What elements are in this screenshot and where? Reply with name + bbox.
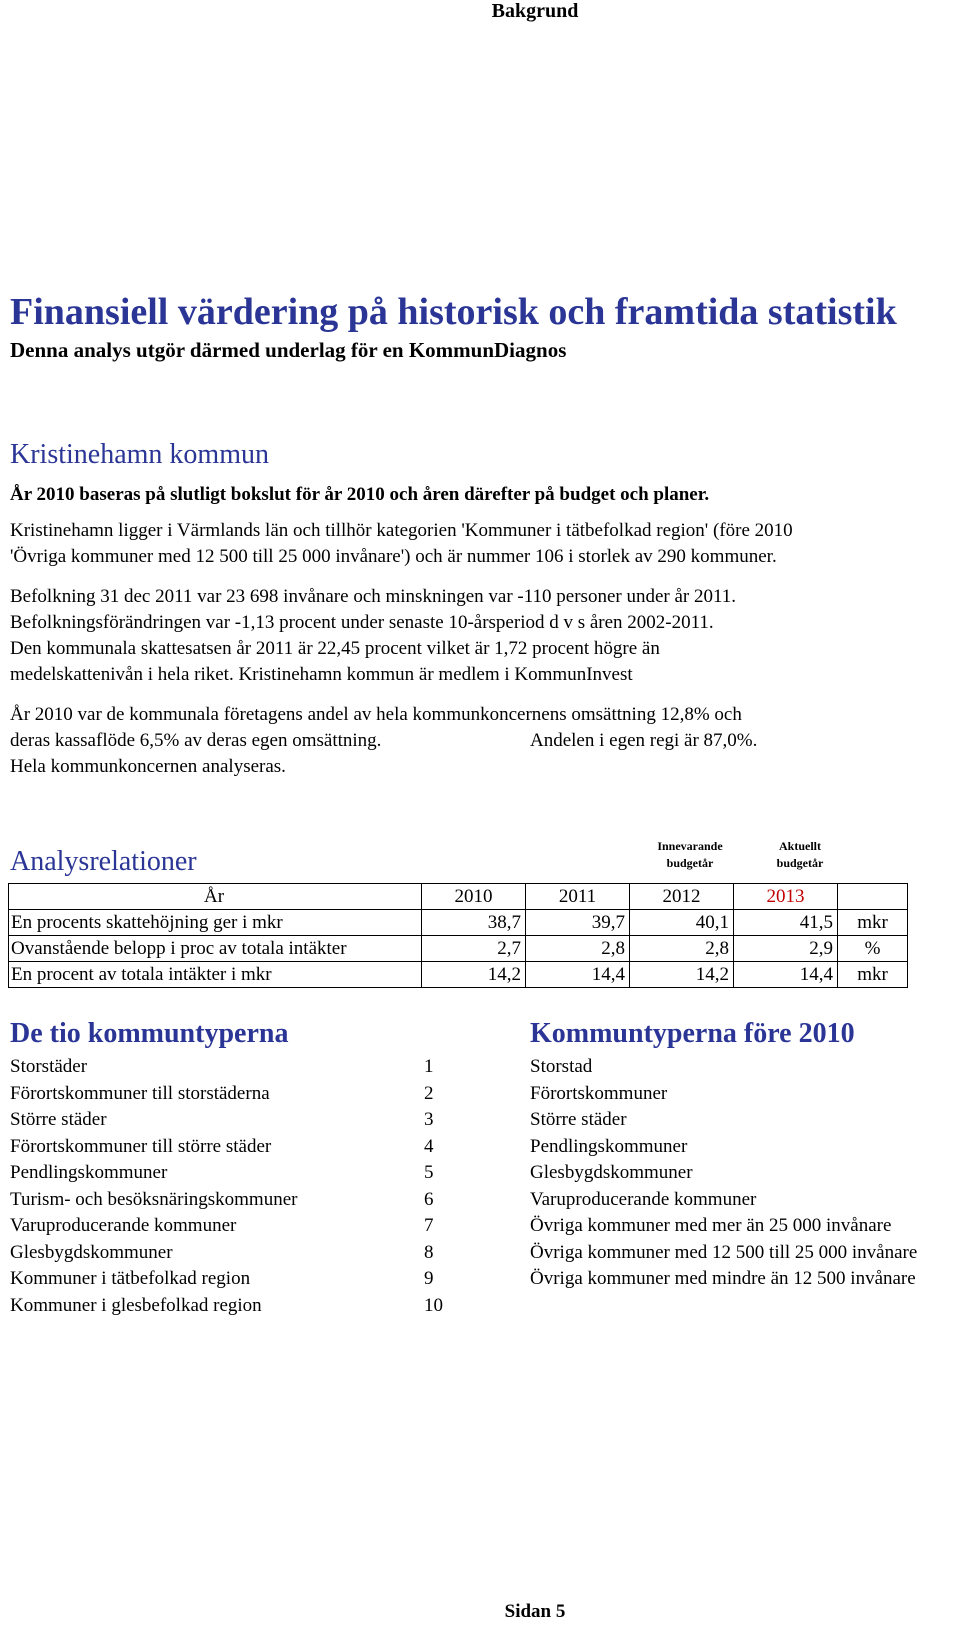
value-cell: 14,4 xyxy=(526,962,630,988)
list-item: Förortskommuner till storstäderna xyxy=(10,1082,270,1104)
table-row xyxy=(9,936,908,962)
unit-cell: % xyxy=(838,936,908,962)
aktuellt-budgetar-note xyxy=(750,838,850,872)
empty-unit-header xyxy=(838,884,908,910)
list-number: 5 xyxy=(424,1162,434,1183)
year-cell: 2011 xyxy=(526,884,630,910)
list-item: Övriga kommuner med mindre än 12 500 invånare xyxy=(530,1268,916,1289)
paragraph-1-line-2: 'Övriga kommuner med 12 500 till 25 000 invånare') och är nummer 106 i storlek av 290 kommuner. xyxy=(10,546,777,567)
list-item: Glesbygdskommuner xyxy=(10,1241,173,1263)
list-item: Turism- och besöksnäringskommuner xyxy=(10,1188,298,1210)
list-number: 1 xyxy=(424,1056,434,1077)
list-item: Övriga kommuner med 12 500 till 25 000 invånare xyxy=(530,1241,918,1263)
list-number: 2 xyxy=(424,1082,434,1104)
page-title: Finansiell värdering på historisk och framtida statistik xyxy=(10,291,897,333)
list-number: 6 xyxy=(424,1188,434,1210)
row-label: En procents skattehöjning ger i mkr xyxy=(9,910,422,936)
list-item: Kommuner i glesbefolkad region xyxy=(10,1294,262,1316)
page-number: Sidan 5 xyxy=(504,1601,566,1622)
value-cell: 2,8 xyxy=(630,936,734,962)
table-row xyxy=(9,962,908,988)
row-label: En procent av totala intäkter i mkr xyxy=(9,962,422,988)
unit-cell: mkr xyxy=(838,962,908,988)
paragraph-3-line-1: År 2010 var de kommunala företagens andel av hela kommunkoncernens omsättning 12,8% och xyxy=(10,704,742,725)
row-label: Ovanstående belopp i proc av totala intäkter xyxy=(9,936,422,962)
paragraph-3-line-3: Hela kommunkoncernen analyseras. xyxy=(10,756,286,777)
list-item: Förortskommuner xyxy=(530,1082,668,1104)
year-cell: 2012 xyxy=(630,884,734,910)
list-item: Större städer xyxy=(10,1109,107,1130)
list-item: Storstad xyxy=(530,1056,593,1077)
page-subtitle: Denna analys utgör därmed underlag för en KommunDiagnos xyxy=(10,338,567,362)
list-item: Varuproducerande kommuner xyxy=(10,1215,237,1236)
analysrelationer-table xyxy=(8,883,908,988)
tio-kommuntyper-title: De tio kommuntyperna xyxy=(10,1018,289,1049)
kommun-title: Kristinehamn kommun xyxy=(10,439,269,470)
kommuntyper-fore-2010-list xyxy=(530,1054,917,1293)
aktuellt-sub-label: budgetår xyxy=(776,856,824,870)
value-cell: 39,7 xyxy=(526,910,630,936)
list-item: Förortskommuner till större städer xyxy=(10,1135,272,1157)
kommuntyper-fore-2010-title: Kommuntyperna före 2010 xyxy=(530,1018,855,1049)
table-row xyxy=(9,910,908,936)
page-header-title: Bakgrund xyxy=(491,0,579,22)
value-cell: 2,7 xyxy=(422,936,526,962)
list-item: Övriga kommuner med mer än 25 000 invånare xyxy=(530,1215,892,1236)
list-item: Pendlingskommuner xyxy=(10,1162,168,1183)
paragraph-2-line-4: medelskattenivån i hela riket. Kristinehamn kommun är medlem i KommunInvest xyxy=(10,664,633,685)
paragraph-2-line-3: Den kommunala skattesatsen år 2011 är 22,45 procent vilket är 1,72 procent högre än xyxy=(10,638,660,659)
paragraph-2-line-1: Befolkning 31 dec 2011 var 23 698 invånare och minskningen var -110 personer under år 2011. xyxy=(10,586,737,607)
list-number: 9 xyxy=(424,1268,434,1289)
list-item: Större städer xyxy=(530,1109,627,1130)
unit-cell: mkr xyxy=(838,910,908,936)
list-number: 4 xyxy=(424,1135,434,1157)
list-number: 8 xyxy=(424,1241,434,1263)
analys-title: Analysrelationer xyxy=(10,846,197,877)
list-item: Storstäder xyxy=(10,1056,88,1077)
tio-kommuntyper-list xyxy=(10,1054,297,1319)
list-item: Glesbygdskommuner xyxy=(530,1162,693,1183)
innevarande-sub-label: budgetår xyxy=(666,856,714,870)
paragraph-1-line-1: Kristinehamn ligger i Värmlands län och tillhör kategorien 'Kommuner i tätbefolkad region' (före 2010 xyxy=(10,520,793,541)
table-header-row xyxy=(9,884,908,910)
paragraph-2-line-2: Befolkningsförändringen var -1,13 procent under senaste 10-årsperiod d v s åren 2002-2011. xyxy=(10,612,714,633)
list-number: 7 xyxy=(424,1215,434,1236)
value-cell: 41,5 xyxy=(734,910,838,936)
list-number: 3 xyxy=(424,1109,434,1130)
list-item: Varuproducerande kommuner xyxy=(530,1188,757,1210)
paragraph-3-line-2b: Andelen i egen regi är 87,0%. xyxy=(530,730,758,751)
value-cell: 38,7 xyxy=(422,910,526,936)
value-cell: 2,9 xyxy=(734,936,838,962)
year-cell-current: 2013 xyxy=(734,884,838,910)
value-cell: 40,1 xyxy=(630,910,734,936)
list-number: 10 xyxy=(424,1294,443,1316)
intro-bold-text: År 2010 baseras på slutligt bokslut för år 2010 och åren därefter på budget och planer. xyxy=(10,484,710,505)
list-item: Pendlingskommuner xyxy=(530,1135,688,1157)
tio-kommuntyper-numbers xyxy=(424,1054,443,1319)
value-cell: 14,4 xyxy=(734,962,838,988)
innevarande-budgetar-note xyxy=(640,838,740,872)
list-item: Kommuner i tätbefolkad region xyxy=(10,1268,251,1289)
value-cell: 14,2 xyxy=(422,962,526,988)
value-cell: 2,8 xyxy=(526,936,630,962)
year-cell: 2010 xyxy=(422,884,526,910)
value-cell: 14,2 xyxy=(630,962,734,988)
aktuellt-label: Aktuellt xyxy=(779,839,821,853)
year-label-cell: År xyxy=(9,884,422,910)
innevarande-label: Innevarande xyxy=(657,839,723,853)
paragraph-3-line-2a: deras kassaflöde 6,5% av deras egen omsättning. xyxy=(10,730,382,751)
